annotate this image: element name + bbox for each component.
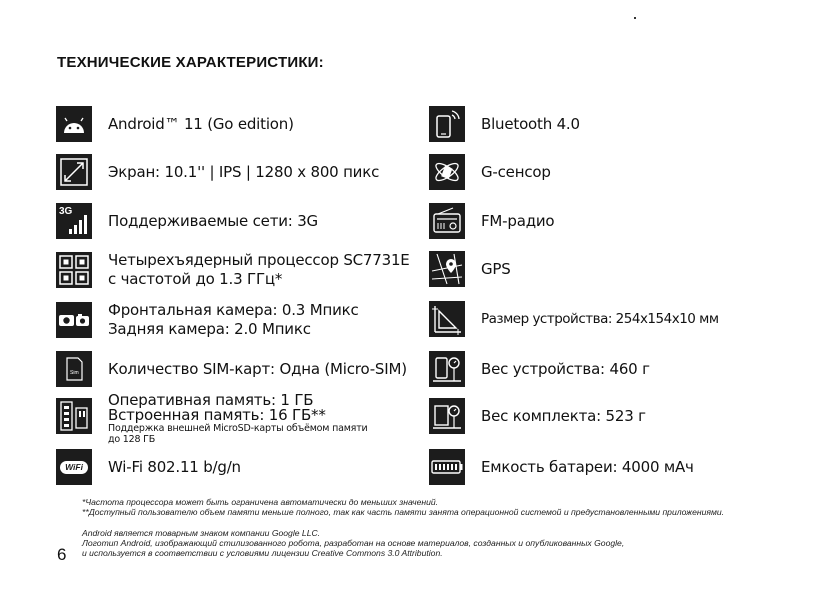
spec-g-sensor — [429, 154, 551, 190]
microsd-spec-line2: до 128 ГБ — [108, 434, 156, 445]
section-heading: ТЕХНИЧЕСКИЕ ХАРАКТЕРИСТИКИ: — [57, 54, 324, 71]
g-sensor-spec: G-сенсор — [481, 162, 551, 181]
microsd-spec-line1: Поддержка внешней MicroSD-карты объёмом памяти — [108, 423, 368, 434]
gps-icon — [429, 251, 465, 287]
spec-memory — [56, 391, 368, 445]
camera-icon — [56, 302, 92, 338]
battery-spec: Емкость батареи: 4000 мАч — [481, 457, 694, 476]
size-spec: Размер устройства: 254x154x10 мм — [481, 311, 719, 327]
spec-radio — [429, 203, 554, 239]
legal-notes — [82, 528, 624, 558]
size-icon — [429, 301, 465, 337]
spec-size — [429, 301, 719, 337]
g-sensor-icon — [429, 154, 465, 190]
spec-gps — [429, 251, 511, 287]
android-icon — [56, 106, 92, 142]
spec-network — [56, 203, 318, 239]
radio-spec: FM-радио — [481, 211, 555, 230]
spec-device-weight — [429, 351, 650, 387]
ram-spec: Оперативная память: 1 ГБ — [108, 391, 314, 409]
spec-wifi — [56, 449, 241, 485]
screen-spec: Экран: 10.1'' | IPS | 1280 x 800 пикс — [108, 162, 380, 181]
sim-spec: Количество SIM-карт: Одна (Micro-SIM) — [108, 359, 407, 378]
spec-processor — [56, 251, 410, 289]
android-version: Android™ 11 (Go edition) — [108, 114, 294, 133]
spec-kit-weight — [429, 398, 646, 434]
network-spec: Поддерживаемые сети: 3G — [108, 211, 318, 230]
kit-weight-icon — [429, 398, 465, 434]
spec-android — [56, 106, 294, 142]
processor-spec: Четырехъядерный процессор SC7731E — [108, 251, 410, 269]
legal-trademark: Android является товарным знаком компании Google LLC. — [82, 528, 321, 538]
footnote-processor: *Частота процессора может быть ограничена автоматически до меньших значений. — [82, 497, 439, 507]
page-number: 6 — [57, 545, 67, 564]
storage-spec: Встроенная память: 16 ГБ** — [108, 406, 326, 424]
bluetooth-phone-icon — [429, 106, 465, 142]
battery-icon — [429, 449, 465, 485]
spec-sim — [56, 351, 407, 387]
footnotes — [82, 497, 724, 517]
wifi-icon-text: WiFi — [65, 462, 83, 472]
screen-icon — [56, 154, 92, 190]
network-3g-icon-text: 3G — [59, 206, 73, 217]
wifi-icon — [56, 449, 92, 485]
bluetooth-spec: Bluetooth 4.0 — [481, 114, 580, 133]
processor-frequency: с частотой до 1.3 ГГц* — [108, 270, 283, 288]
kit-weight-spec: Вес комплекта: 523 г — [481, 406, 646, 425]
sim-icon — [56, 351, 92, 387]
footnote-memory: **Доступный пользователю объем памяти меньше полного, так как часть памяти занята операционной системой и предустановленными приложениями. — [82, 507, 725, 517]
spec-screen — [56, 154, 379, 190]
radio-icon — [429, 203, 465, 239]
wifi-spec: Wi-Fi 802.11 b/g/n — [108, 457, 241, 476]
spec-camera — [56, 301, 359, 339]
spec-bluetooth — [429, 106, 580, 142]
legal-license: и используется в соответствии с условиями лицензии Creative Commons 3.0 Attribution. — [82, 548, 443, 558]
legal-logo: Логотип Android, изображающий стилизованного робота, разработан на основе материалов, созданных и опубликованных Google, — [82, 538, 625, 548]
front-camera: Фронтальная камера: 0.3 Мпикс — [108, 301, 359, 319]
memory-icon — [56, 398, 92, 434]
processor-icon — [56, 252, 92, 288]
network-3g-icon — [56, 203, 92, 239]
gps-spec: GPS — [481, 259, 511, 278]
spec-battery — [429, 449, 694, 485]
device-weight-icon — [429, 351, 465, 387]
stray-dot — [634, 17, 636, 19]
device-weight-spec: Вес устройства: 460 г — [481, 359, 650, 378]
rear-camera: Задняя камера: 2.0 Мпикс — [108, 320, 311, 338]
sim-icon-text: Sim — [70, 370, 79, 376]
